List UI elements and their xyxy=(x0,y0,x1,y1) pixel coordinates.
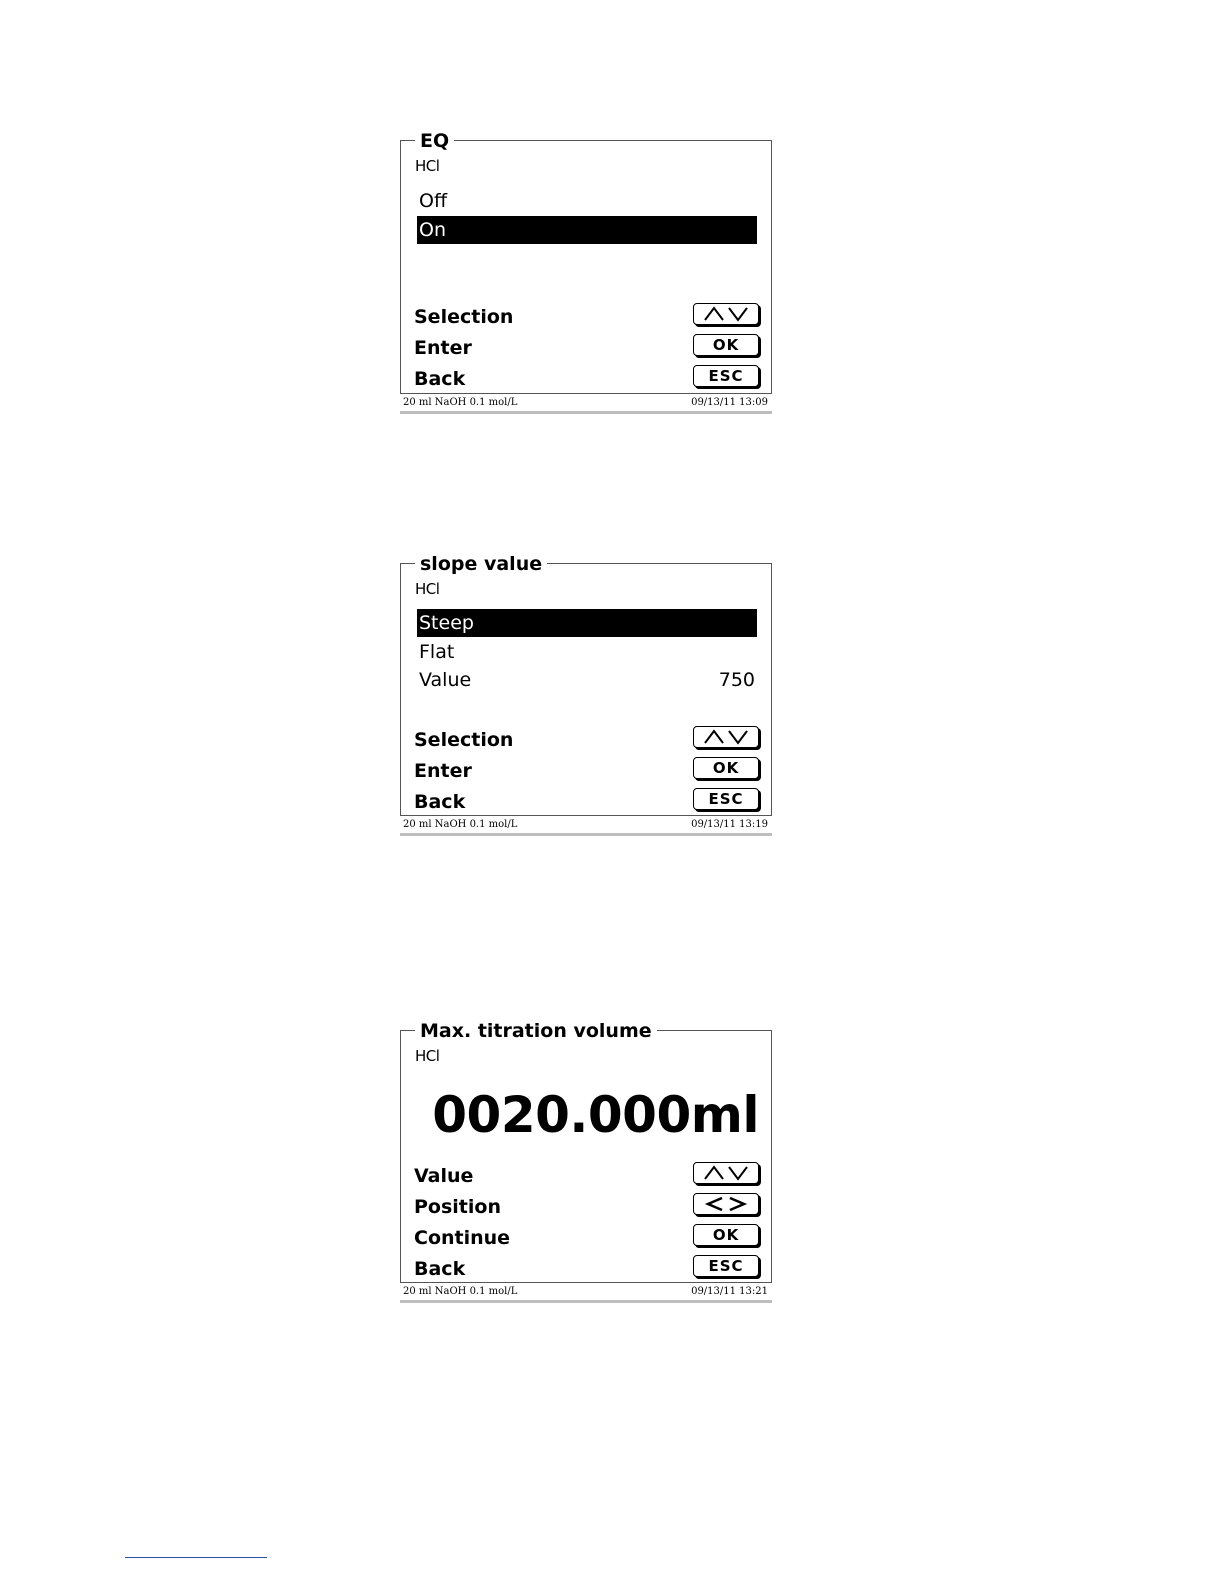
control-row xyxy=(414,1224,759,1252)
status-bar xyxy=(400,816,772,836)
option-value-label: Value xyxy=(419,669,472,691)
screen-title: Max. titration volume xyxy=(415,1021,657,1041)
footnote-divider xyxy=(125,1557,267,1558)
ok-key[interactable]: OK xyxy=(693,757,759,779)
control-label: Back xyxy=(414,791,466,813)
control-label: Value xyxy=(414,1165,474,1187)
esc-key[interactable]: ESC xyxy=(693,1255,759,1277)
screen-frame xyxy=(400,1020,772,1283)
screen-subtitle: HCl xyxy=(415,580,440,598)
timestamp: 09/13/11 13:09 xyxy=(691,397,768,408)
up-down-arrows-icon xyxy=(701,1164,751,1182)
option-off[interactable]: Off xyxy=(419,190,448,212)
volume-value[interactable]: 0020.000ml xyxy=(432,1086,759,1144)
status-bar xyxy=(400,394,772,414)
screen-frame xyxy=(400,553,772,816)
screen-title: slope value xyxy=(415,554,547,574)
option-flat[interactable]: Flat xyxy=(419,641,455,663)
timestamp: 09/13/11 13:21 xyxy=(691,1286,768,1297)
status-bar xyxy=(400,1283,772,1303)
reagent-info: 20 ml NaOH 0.1 mol/L xyxy=(403,1286,518,1297)
esc-key[interactable]: ESC xyxy=(693,788,759,810)
control-row xyxy=(414,1162,759,1190)
control-row xyxy=(414,788,759,816)
control-row xyxy=(414,1255,759,1283)
control-label: Position xyxy=(414,1196,501,1218)
up-down-arrows-icon xyxy=(701,728,751,746)
screen-frame xyxy=(400,130,772,394)
control-row xyxy=(414,757,759,785)
control-label: Back xyxy=(414,1258,466,1280)
ok-key[interactable]: OK xyxy=(693,1224,759,1246)
control-row xyxy=(414,334,759,362)
control-label: Enter xyxy=(414,760,472,782)
control-row xyxy=(414,303,759,331)
left-right-keys[interactable] xyxy=(693,1193,759,1215)
timestamp: 09/13/11 13:19 xyxy=(691,819,768,830)
esc-key[interactable]: ESC xyxy=(693,365,759,387)
control-label: Enter xyxy=(414,337,472,359)
option-on[interactable]: On xyxy=(417,216,757,244)
control-row xyxy=(414,1193,759,1221)
control-label: Back xyxy=(414,368,466,390)
option-steep[interactable]: Steep xyxy=(417,609,757,637)
control-row xyxy=(414,365,759,393)
reagent-info: 20 ml NaOH 0.1 mol/L xyxy=(403,397,518,408)
screen-title: EQ xyxy=(415,131,454,151)
slope-value-number: 750 xyxy=(718,669,755,691)
screen-subtitle: HCl xyxy=(415,1047,440,1065)
up-down-keys[interactable] xyxy=(693,726,759,748)
option-value[interactable] xyxy=(417,666,757,694)
left-right-arrows-icon xyxy=(701,1195,751,1213)
ok-key[interactable]: OK xyxy=(693,334,759,356)
up-down-keys[interactable] xyxy=(693,303,759,325)
control-label: Selection xyxy=(414,729,514,751)
control-label: Selection xyxy=(414,306,514,328)
control-label: Continue xyxy=(414,1227,511,1249)
control-row xyxy=(414,726,759,754)
up-down-keys[interactable] xyxy=(693,1162,759,1184)
up-down-arrows-icon xyxy=(701,305,751,323)
reagent-info: 20 ml NaOH 0.1 mol/L xyxy=(403,819,518,830)
screen-subtitle: HCl xyxy=(415,157,440,175)
